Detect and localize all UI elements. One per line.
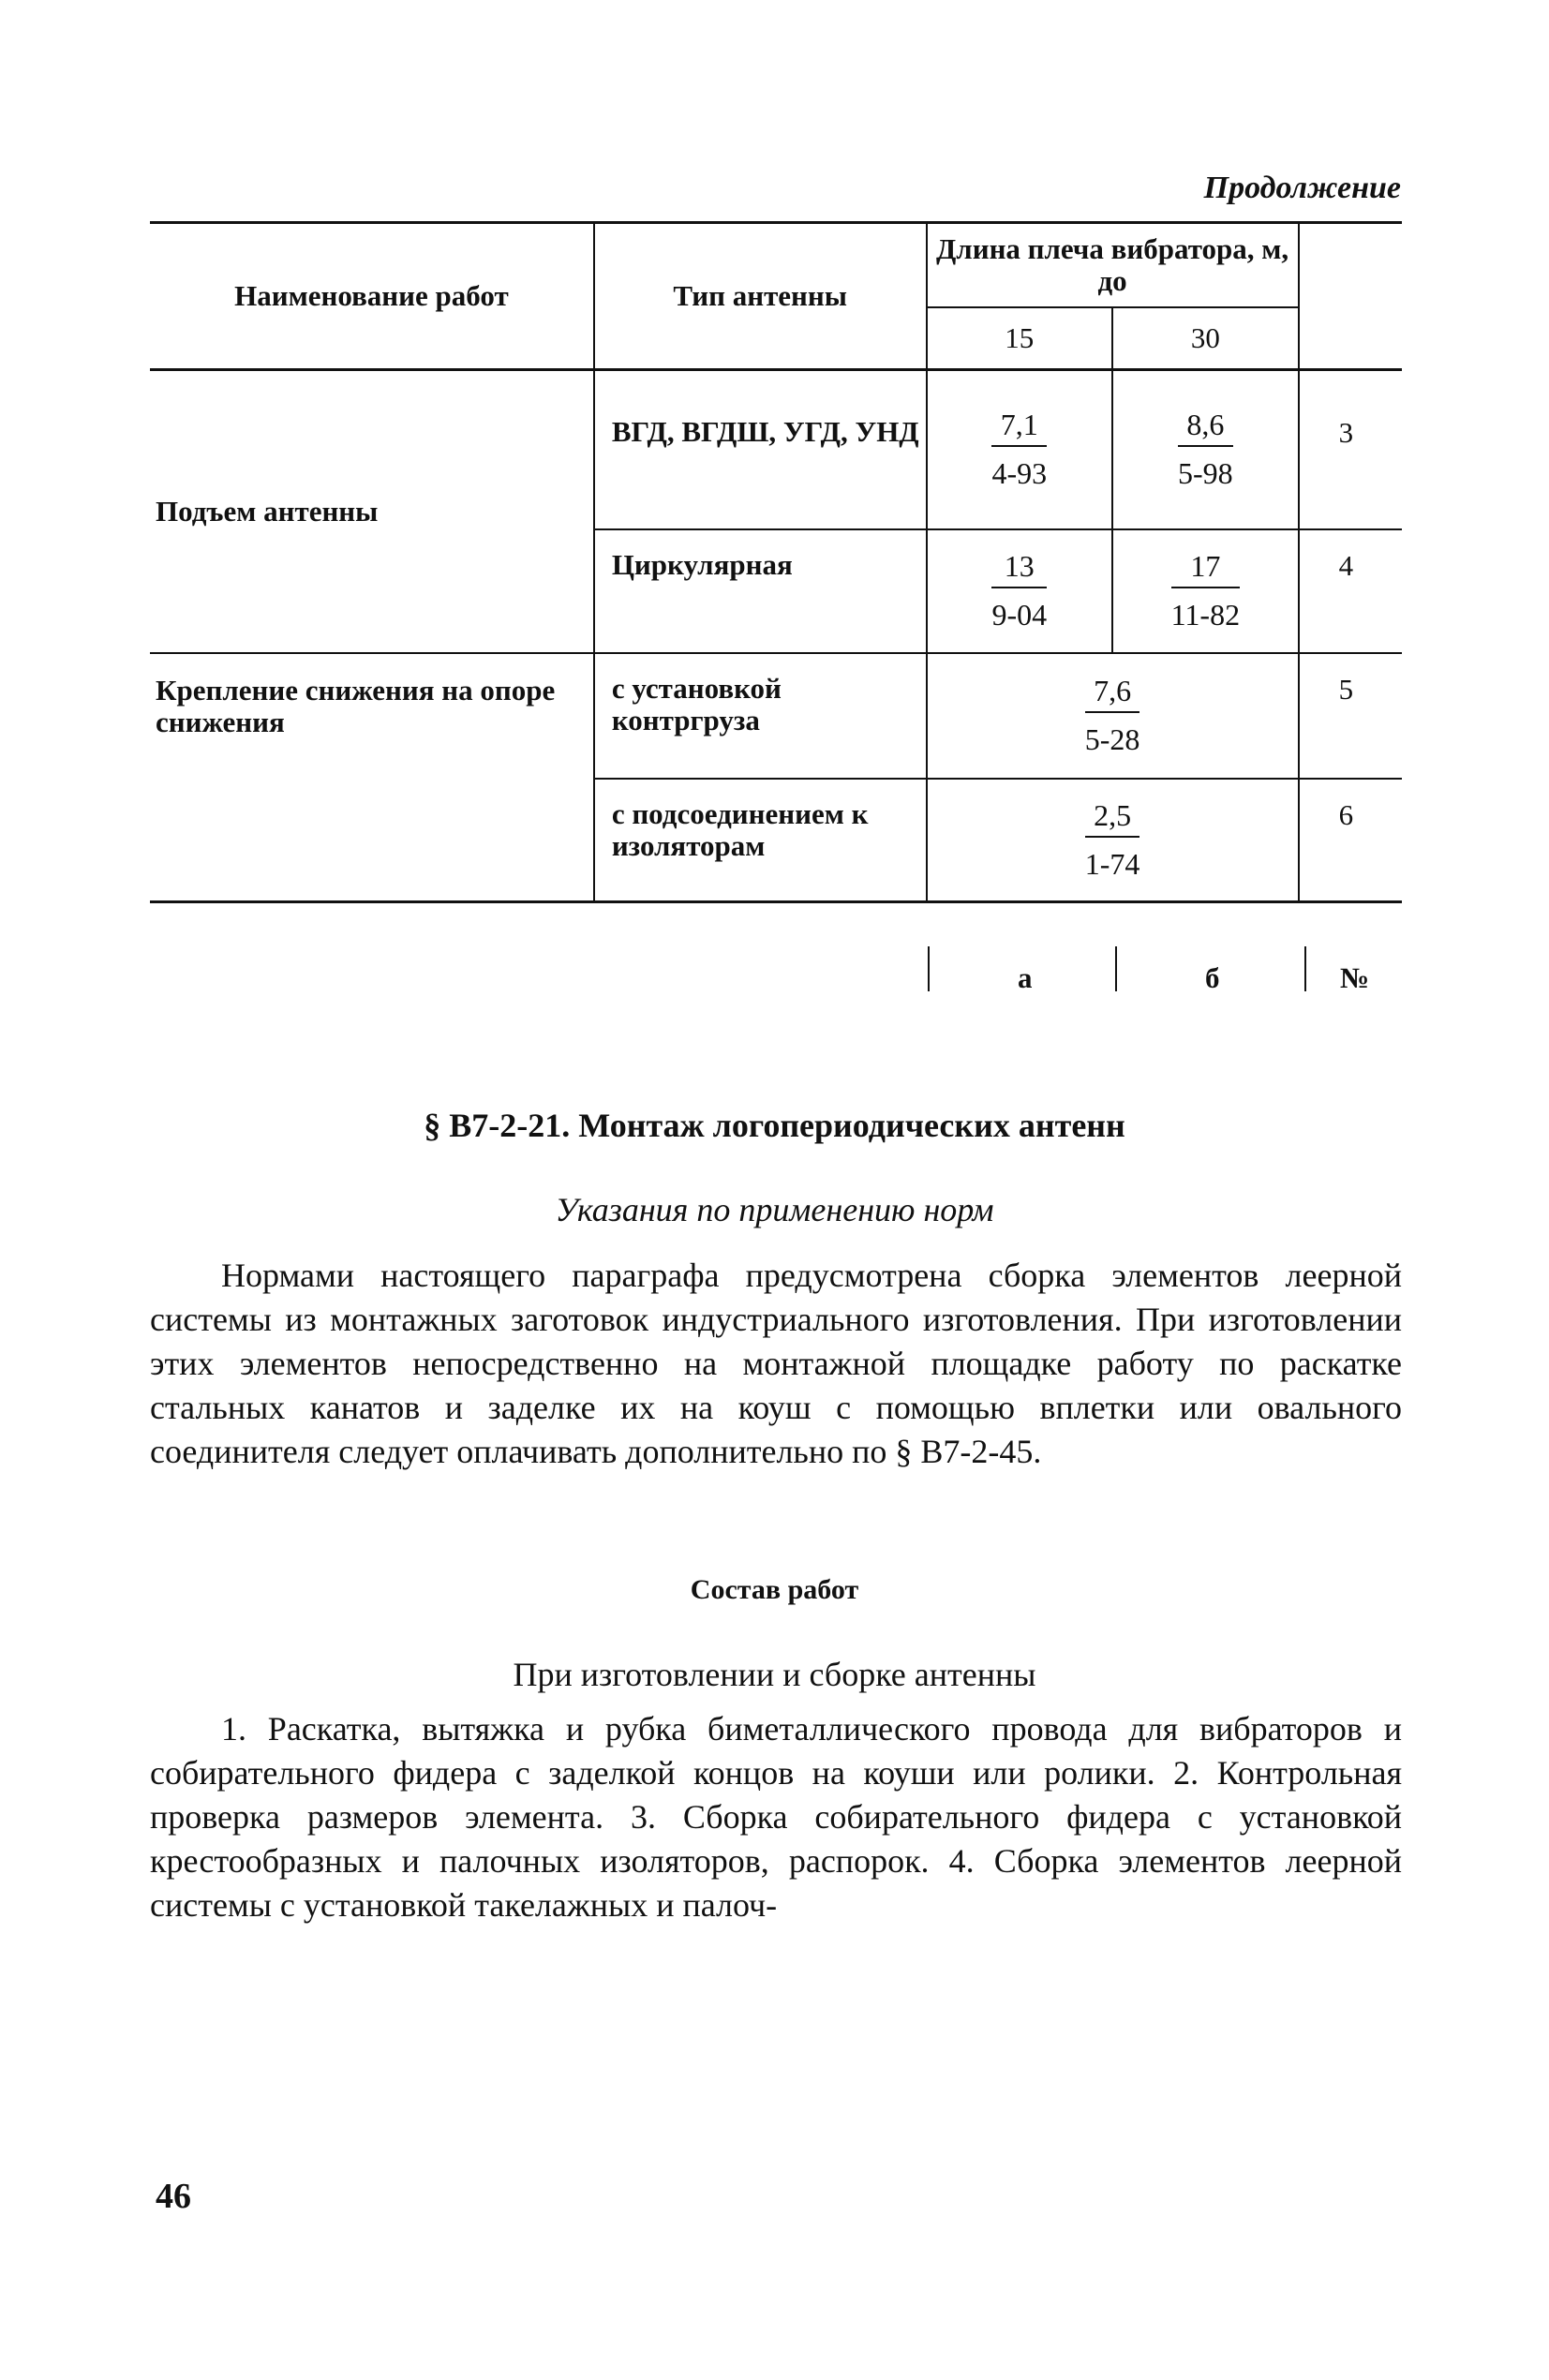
norm-cell-b <box>1112 370 1299 529</box>
norm-time: 17 <box>1171 549 1240 588</box>
norm-time: 7,6 <box>1085 674 1140 713</box>
work-downlead-mounting: Крепление снижения на опоре снижения <box>150 653 594 902</box>
column-divider <box>1115 946 1117 991</box>
page-number: 46 <box>156 2177 191 2216</box>
antenna-type-cell: с установкой контргруза <box>594 653 927 779</box>
antenna-type-cell: с подсоединением к изоляторам <box>594 779 927 902</box>
row-number: 6 <box>1299 779 1402 902</box>
column-divider <box>928 946 930 991</box>
section-title: § В7-2-21. Монтаж логопериодических антенн <box>424 1107 1125 1144</box>
row-number: 5 <box>1299 653 1402 779</box>
norm-fraction <box>1171 549 1240 632</box>
norms-table <box>150 221 1402 903</box>
norm-rate: 4-93 <box>991 456 1048 491</box>
antenna-type-cell: Циркулярная <box>594 529 927 653</box>
header-length-15: 15 <box>927 307 1113 370</box>
row-number: 3 <box>1299 370 1402 529</box>
norm-rate: 11-82 <box>1170 598 1241 632</box>
instructions-heading: Указания по применению норм <box>555 1191 994 1228</box>
table-row <box>150 370 1402 529</box>
header-arm-length: Длина плеча вибратора, м, до <box>927 223 1299 308</box>
norm-time: 2,5 <box>1085 798 1140 838</box>
norm-cell-b <box>1112 529 1299 653</box>
norm-rate: 5-98 <box>1178 456 1233 491</box>
header-antenna-type: Тип антенны <box>594 223 927 370</box>
norm-fraction <box>1085 674 1140 756</box>
header-work-name: Наименование работ <box>150 223 594 370</box>
norm-rate: 5-28 <box>1084 722 1140 756</box>
composition-paragraph: 1. Раскатка, вытяжка и рубка биметаллического провода для вибраторов и собирательного фидера с заделкой концов на коуши или ролики. 2. Контрольная проверка размеров элемента. 3. Сборка собирательного фидера с установкой крестообразных и палочных изоляторов, распорок. 4. Сборка элементов леерной системы с установкой такелажных и палоч- <box>150 1710 1402 1924</box>
norm-rate: 1-74 <box>1084 846 1140 881</box>
norm-time: 13 <box>991 549 1047 588</box>
norm-fraction <box>1085 798 1140 881</box>
table-header-row <box>150 223 1402 308</box>
norm-cell-merged <box>927 779 1299 902</box>
header-number-column <box>1299 223 1402 370</box>
norm-cell-a <box>927 529 1113 653</box>
instructions-paragraph: Нормами настоящего параграфа предусмотрена сборка элементов леерной системы из монтажных заготовок индустриального изготовления. При изготовлении этих элементов непосредственно на монтажной площадке работу по раскатке стальных канатов и заделке их на коуш с помощью вплетки или овального соединителя следует оплачивать дополнительно по § В7-2-45. <box>150 1257 1402 1470</box>
column-divider <box>1304 946 1306 991</box>
norm-time: 7,1 <box>991 408 1047 447</box>
norm-time: 8,6 <box>1178 408 1233 447</box>
norm-fraction <box>991 549 1047 632</box>
table-row <box>150 653 1402 779</box>
composition-subheading: При изготовлении и сборке антенны <box>513 1656 1036 1693</box>
norm-cell-a <box>927 370 1113 529</box>
norm-fraction <box>1178 408 1233 490</box>
antenna-type-cell: ВГД, ВГДШ, УГД, УНД <box>594 370 927 529</box>
norm-cell-merged <box>927 653 1299 779</box>
column-index-a: а <box>1018 961 1033 994</box>
table-column-index-row <box>928 946 1402 1006</box>
header-length-30: 30 <box>1112 307 1299 370</box>
work-antenna-lift: Подъем антенны <box>150 370 594 653</box>
column-index-number: № <box>1340 961 1370 994</box>
column-index-b: б <box>1205 961 1220 994</box>
norm-fraction <box>991 408 1047 490</box>
composition-heading: Состав работ <box>690 1574 859 1605</box>
continuation-label: Продолжение <box>1203 171 1401 205</box>
norm-rate: 9-04 <box>991 598 1048 632</box>
row-number: 4 <box>1299 529 1402 653</box>
